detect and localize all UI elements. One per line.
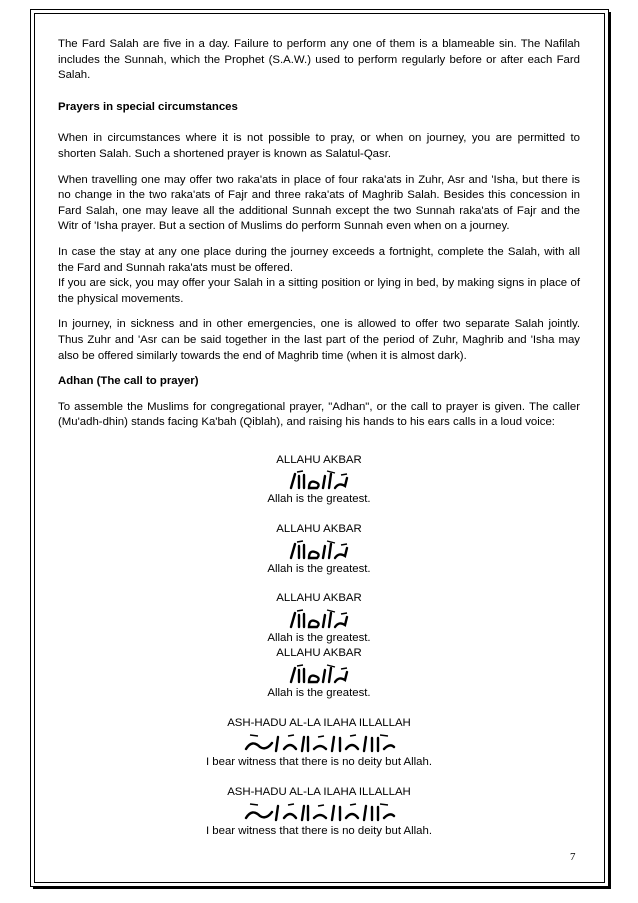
- adhan-translit: ALLAHU AKBAR: [276, 523, 362, 536]
- adhan-translit: ALLAHU AKBAR: [276, 647, 362, 660]
- arabic-calligraphy: [58, 802, 580, 824]
- adhan-meaning: Allah is the greatest.: [267, 687, 371, 700]
- arabic-calligraphy: [58, 664, 580, 686]
- adhan-translit: ASH-HADU AL-LA ILAHA ILLALLAH: [227, 716, 411, 729]
- adhan-translit: ASH-HADU AL-LA ILAHA ILLALLAH: [227, 785, 411, 798]
- paragraph-sick: If you are sick, you may offer your Salah in a sitting position or lying in bed, by making signs in place of the physical movements.: [58, 277, 580, 305]
- heading-special-circumstances: Prayers in special circumstances: [58, 100, 238, 113]
- paragraph-shorten-salah: When in circumstances where it is not possible to pray, or when on journey, you are permitted to shorten Salah. Such a shortened prayer is known as Salatul-Qasr.: [58, 132, 580, 160]
- heading-adhan: Adhan (The call to prayer): [58, 375, 199, 388]
- paragraph-fard-salah: The Fard Salah are five in a day. Failure to perform any one of them is a blameable sin. The Nafilah includes the Sunnah, which the Prophet (S.A.W.) used to perform regularly before or after each Fard Salah.: [58, 38, 580, 82]
- paragraph-emergencies: In journey, in sickness and in other emergencies, one is allowed to offer two separate Salah jointly. Thus Zuhr and 'Asr can be said together in the last part of the period of Zuhr, Maghrib and 'Isha may also be offered similarly towards the end of Maghrib time (when it is almost dark).: [58, 318, 580, 362]
- page-shadow-right: [608, 12, 611, 889]
- arabic-calligraphy: [58, 609, 580, 631]
- page-number: 7: [570, 851, 576, 863]
- page-content: [58, 37, 580, 840]
- adhan-translit: ALLAHU AKBAR: [276, 592, 362, 605]
- adhan-meaning: Allah is the greatest.: [267, 493, 371, 506]
- paragraph-journey-stay: In case the stay at any one place during the journey exceeds a fortnight, complete the Salah, with all the Fard and Sunnah raka'ats must be offered.: [58, 245, 580, 274]
- paragraph-adhan-intro: To assemble the Muslims for congregational prayer, "Adhan", or the call to prayer is given. The caller (Mu'adh-dhin) stands facing Ka'bah (Qiblah), and raising his hands to his ears calls in a loud voice:: [58, 400, 580, 429]
- adhan-meaning: I bear witness that there is no deity but Allah.: [205, 825, 433, 838]
- adhan-translit: ALLAHU AKBAR: [276, 453, 362, 466]
- adhan-line: [58, 591, 580, 646]
- page-shadow-bottom: [33, 886, 611, 889]
- adhan-meaning: Allah is the greatest.: [267, 631, 371, 644]
- adhan-line: [58, 453, 580, 508]
- arabic-calligraphy: [58, 733, 580, 755]
- adhan-line: [58, 522, 580, 577]
- adhan-meaning: I bear witness that there is no deity but Allah.: [205, 756, 433, 769]
- adhan-meaning: Allah is the greatest.: [267, 562, 371, 575]
- adhan-line: [58, 716, 580, 771]
- adhan-line: [58, 785, 580, 840]
- paragraph-travelling: When travelling one may offer two raka'ats in place of four raka'ats in Zuhr, Asr and 'Isha, but there is no change in the two raka'ats of Fajr and three raka'ats of Maghrib Salah. Besides this concession in Fard Salah, one may leave all the additional Sunnah except the two Sunnah raka'ats of Fajr and the Witr of 'Isha prayer. But a section of Muslims do perform Sunnah even when on a journey.: [58, 173, 580, 233]
- arabic-calligraphy: [58, 540, 580, 562]
- arabic-calligraphy: [58, 470, 580, 492]
- adhan-line: [58, 646, 580, 701]
